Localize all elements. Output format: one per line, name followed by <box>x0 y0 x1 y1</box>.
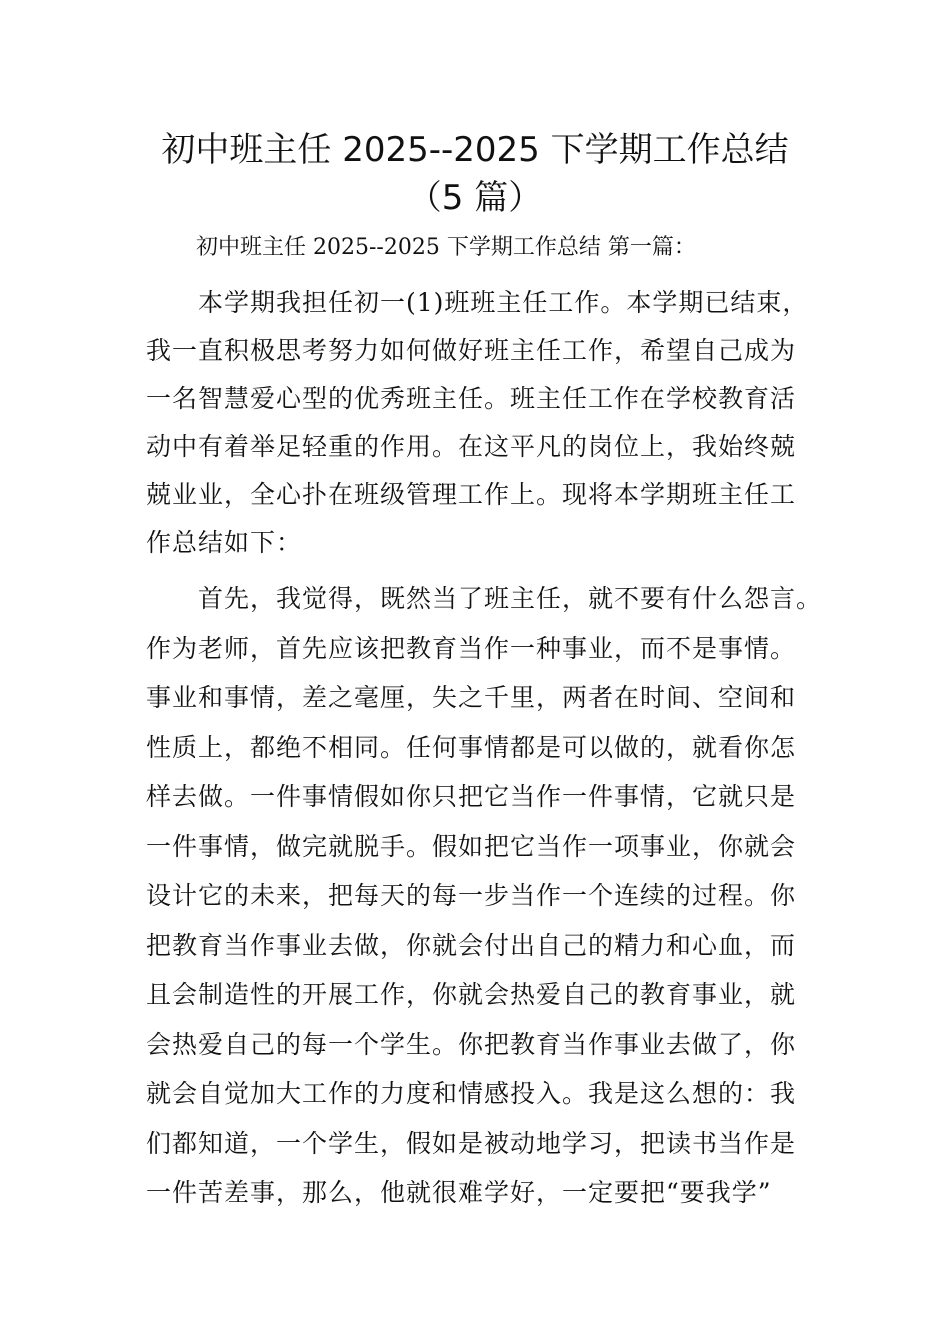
paragraph-line: 设计它的未来，把每天的每一步当作一个连续的过程。你 <box>146 881 797 910</box>
document-title-line-1: 初中班主任 2025--2025 下学期工作总结 <box>161 130 789 170</box>
paragraph-line: 首先，我觉得，既然当了班主任，就不要有什么怨言。 <box>198 584 823 613</box>
paragraph-line: 本学期我担任初一(1)班班主任工作。本学期已结束， <box>198 288 809 317</box>
paragraph-line: 一名智慧爱心型的优秀班主任。班主任工作在学校教育活 <box>146 384 797 413</box>
paragraph-line: 事业和事情，差之毫厘，失之千里，两者在时间、空间和 <box>146 683 797 712</box>
paragraph-line: 把教育当作事业去做，你就会付出自己的精力和心血，而 <box>146 931 797 960</box>
paragraph-line: 作总结如下： <box>146 528 303 557</box>
paragraph-line: 们都知道，一个学生，假如是被动地学习，把读书当作是 <box>146 1129 797 1158</box>
document-title-line-2: （5 篇） <box>407 178 543 218</box>
paragraph-line: 作为老师，首先应该把教育当作一种事业，而不是事情。 <box>146 634 797 663</box>
paragraph-line: 就会自觉加大工作的力度和情感投入。我是这么想的：我 <box>146 1079 797 1108</box>
paragraph-line: 一件事情，做完就脱手。假如把它当作一项事业，你就会 <box>146 832 797 861</box>
paragraph-line: 会热爱自己的每一个学生。你把教育当作事业去做了，你 <box>146 1030 797 1059</box>
paragraph-line: 动中有着举足轻重的作用。在这平凡的岗位上，我始终兢 <box>146 432 797 461</box>
paragraph-line: 我一直积极思考努力如何做好班主任工作，希望自己成为 <box>146 336 797 365</box>
paragraph-line: 样去做。一件事情假如你只把它当作一件事情，它就只是 <box>146 782 797 811</box>
document-subtitle: 初中班主任 2025--2025 下学期工作总结 第一篇： <box>196 235 696 260</box>
paragraph-line: 性质上，都绝不相同。任何事情都是可以做的，就看你怎 <box>146 733 797 762</box>
paragraph-line: 且会制造性的开展工作，你就会热爱自己的教育事业，就 <box>146 980 797 1009</box>
paragraph-line: 一件苦差事，那么，他就很难学好，一定要把“要我学” <box>146 1178 772 1207</box>
paragraph-line: 兢业业，全心扑在班级管理工作上。现将本学期班主任工 <box>146 480 797 509</box>
